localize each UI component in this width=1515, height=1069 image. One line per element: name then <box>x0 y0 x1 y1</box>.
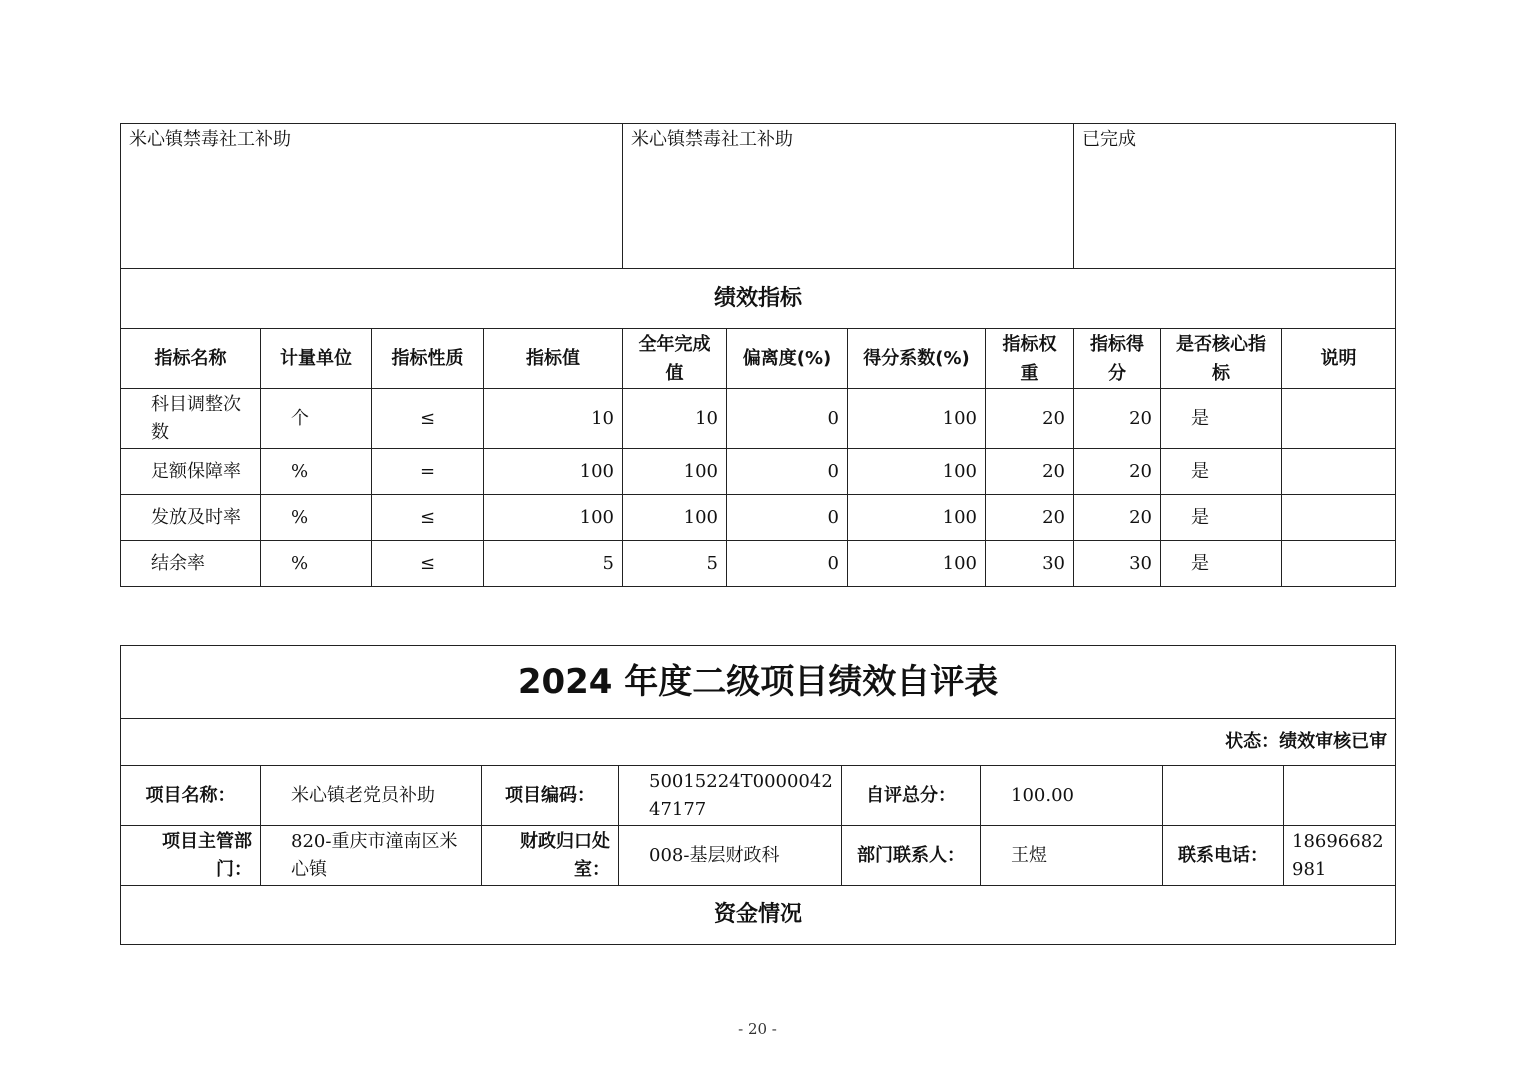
cell-value: 10 <box>484 389 623 449</box>
cell-dev: 0 <box>727 449 848 495</box>
cell-nature: ≤ <box>372 389 484 449</box>
table-row <box>121 389 1396 449</box>
cell-note <box>1282 495 1396 541</box>
cell-value: 5 <box>484 541 623 587</box>
cell-core: 是 <box>1161 495 1282 541</box>
cell-coef: 100 <box>848 541 986 587</box>
column-header: 得分系数(%) <box>848 329 986 389</box>
cell-dev: 0 <box>727 495 848 541</box>
cell-score: 20 <box>1074 389 1161 449</box>
column-header: 是否核心指标 <box>1161 329 1282 389</box>
cell-coef: 100 <box>848 495 986 541</box>
contact-value: 王煜 <box>981 826 1163 886</box>
phone-label: 联系电话： <box>1163 826 1284 886</box>
contact-label: 部门联系人： <box>842 826 981 886</box>
table-row <box>121 449 1396 495</box>
dept-value: 820-重庆市潼南区米心镇 <box>261 826 482 886</box>
cell-score: 20 <box>1074 449 1161 495</box>
empty-cell <box>1163 766 1284 826</box>
cell-weight: 20 <box>986 449 1074 495</box>
column-header: 指标名称 <box>121 329 261 389</box>
project-name-value: 米心镇老党员补助 <box>261 766 482 826</box>
table-row <box>121 541 1396 587</box>
project-code-label: 项目编码： <box>482 766 619 826</box>
cell-note <box>1282 449 1396 495</box>
cell-dev: 0 <box>727 389 848 449</box>
funds-section-title: 资金情况 <box>121 886 1396 945</box>
section-title: 绩效指标 <box>121 269 1396 329</box>
project-code-value: 50015224T000004247177 <box>619 766 842 826</box>
total-score-value: 100.00 <box>981 766 1163 826</box>
cell-value: 100 <box>484 495 623 541</box>
project-cell: 米心镇禁毒社工补助 <box>121 124 623 269</box>
cell-unit: 个 <box>261 389 372 449</box>
column-header: 指标性质 <box>372 329 484 389</box>
column-header: 计量单位 <box>261 329 372 389</box>
cell-done: 100 <box>623 449 727 495</box>
cell-done: 5 <box>623 541 727 587</box>
cell-core: 是 <box>1161 541 1282 587</box>
cell-weight: 20 <box>986 389 1074 449</box>
column-header: 偏离度(%) <box>727 329 848 389</box>
cell-name: 足额保障率 <box>121 449 261 495</box>
column-header: 说明 <box>1282 329 1396 389</box>
empty-cell <box>1284 766 1396 826</box>
column-header: 指标权重 <box>986 329 1074 389</box>
total-score-label: 自评总分： <box>842 766 981 826</box>
cell-unit: % <box>261 495 372 541</box>
form-title: 2024 年度二级项目绩效自评表 <box>121 646 1396 719</box>
cell-nature: ≤ <box>372 541 484 587</box>
content-cell: 米心镇禁毒社工补助 <box>623 124 1074 269</box>
cell-core: 是 <box>1161 449 1282 495</box>
cell-weight: 30 <box>986 541 1074 587</box>
project-name-label: 项目名称： <box>121 766 261 826</box>
column-header: 指标值 <box>484 329 623 389</box>
cell-weight: 20 <box>986 495 1074 541</box>
cell-value: 100 <box>484 449 623 495</box>
column-header: 指标得分 <box>1074 329 1161 389</box>
finance-value: 008-基层财政科 <box>619 826 842 886</box>
dept-label: 项目主管部门： <box>121 826 261 886</box>
cell-nature: ≤ <box>372 495 484 541</box>
performance-table <box>120 123 1396 587</box>
cell-done: 100 <box>623 495 727 541</box>
page-number: - 20 - <box>738 1020 777 1038</box>
cell-unit: % <box>261 541 372 587</box>
cell-done: 10 <box>623 389 727 449</box>
cell-note <box>1282 541 1396 587</box>
table-row <box>121 495 1396 541</box>
cell-core: 是 <box>1161 389 1282 449</box>
cell-name: 科目调整次数 <box>121 389 261 449</box>
cell-note <box>1282 389 1396 449</box>
cell-name: 结余率 <box>121 541 261 587</box>
phone-value: 18696682981 <box>1284 826 1396 886</box>
self-evaluation-form <box>120 645 1396 945</box>
cell-name: 发放及时率 <box>121 495 261 541</box>
status-text: 状态：绩效审核已审 <box>121 719 1396 766</box>
status-cell: 已完成 <box>1074 124 1396 269</box>
cell-nature: = <box>372 449 484 495</box>
cell-unit: % <box>261 449 372 495</box>
cell-score: 30 <box>1074 541 1161 587</box>
cell-score: 20 <box>1074 495 1161 541</box>
cell-dev: 0 <box>727 541 848 587</box>
cell-coef: 100 <box>848 449 986 495</box>
cell-coef: 100 <box>848 389 986 449</box>
column-header: 全年完成值 <box>623 329 727 389</box>
finance-label: 财政归口处室： <box>482 826 619 886</box>
